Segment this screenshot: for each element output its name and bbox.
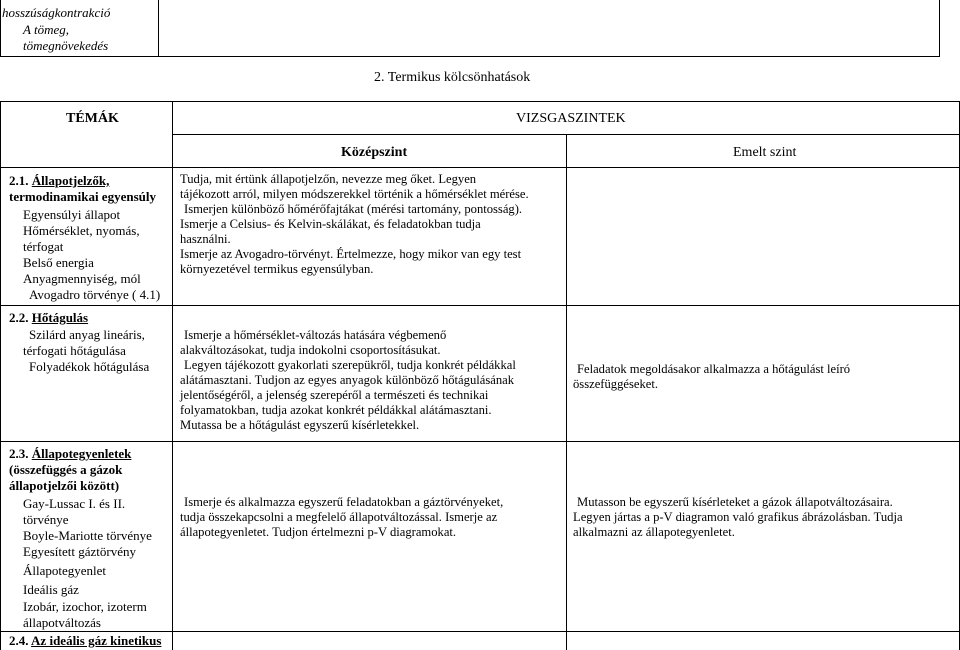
topic-21-items xyxy=(23,207,160,303)
topic-item: Boyle-Mariotte törvénye xyxy=(23,528,152,543)
requirement-line: jelentőségéről, a jelenség szerepéről a természeti és technikai xyxy=(180,388,489,402)
requirement-line: alkalmazni az állapotegyenletet. xyxy=(573,525,735,539)
requirement-line: Feladatok megoldásakor alkalmazza a hőtágulást leíró xyxy=(577,362,851,376)
topic-item: Gay-Lussac I. és II. xyxy=(23,496,126,511)
rule-col-levels xyxy=(566,134,567,650)
rule-header-bottom xyxy=(0,167,960,168)
mid-requirements-21 xyxy=(180,172,529,277)
topic-item: Ideális gáz xyxy=(23,582,79,597)
header-mid-level: Középszint xyxy=(341,145,408,160)
mid-requirements-22 xyxy=(180,328,516,433)
topic-24-title xyxy=(9,633,161,648)
topic-21-title-a: Állapotjelzők, xyxy=(31,173,110,188)
requirement-line: alakváltozásokat, tudja indokolni csoportosításukat. xyxy=(180,343,441,357)
topic-24-title-text: Az ideális gáz kinetikus xyxy=(31,633,162,648)
topic-item: térfogat xyxy=(23,239,64,254)
topic-item: Avogadro törvénye ( 4.1) xyxy=(29,287,161,302)
requirement-line: Tudja, mit értünk állapotjelzőn, nevezze meg őket. Legyen xyxy=(180,172,477,186)
topic-item: Egyensúlyi állapot xyxy=(23,207,121,222)
topic-23-title-b: (összefüggés a gázok xyxy=(9,462,123,477)
requirement-line: használni. xyxy=(180,232,231,246)
rule-left-top xyxy=(0,0,1,56)
rule-header-top xyxy=(0,101,960,102)
requirement-line: Ismerje a hőmérséklet-változás hatására végbemenő xyxy=(184,328,447,342)
topic-22-title xyxy=(9,310,88,325)
requirement-line: Ismerje az Avogadro-törvényt. Értelmezze, hogy mikor van egy test xyxy=(180,247,522,261)
topic-item: Hőmérséklet, nyomás, xyxy=(23,223,140,238)
intro-item-2: A tömeg, xyxy=(23,22,69,37)
requirement-line: folyamatokban, tudja azokat konkrét példákkal alátámasztani. xyxy=(180,403,492,417)
intro-item-1: hosszúságkontrakció xyxy=(2,5,111,20)
requirement-line: Mutassa be a hőtágulást egyszerű kísérletekkel. xyxy=(180,418,420,432)
topic-item: állapotváltozás xyxy=(23,615,101,630)
requirement-line: összefüggéseket. xyxy=(573,377,658,391)
mid-requirements-23 xyxy=(180,495,503,540)
topic-item: Állapotegyenlet xyxy=(23,563,107,578)
rule-left xyxy=(0,101,1,650)
topic-item: Anyagmennyiség, mól xyxy=(23,271,141,286)
rule-row-22 xyxy=(0,441,960,442)
topic-item: Szilárd anyag lineáris, xyxy=(29,327,145,342)
topic-23-title xyxy=(9,446,131,461)
requirement-line: alátámasztani. Tudjon az egyes anyagok különböző hőtágulásának xyxy=(180,373,514,387)
topic-item: Izobár, izochor, izoterm xyxy=(23,599,147,614)
topic-24-number: 2.4. xyxy=(9,633,32,648)
topic-21-number: 2.1. xyxy=(9,173,32,188)
topic-23-title-c: állapotjelzői között) xyxy=(9,478,120,493)
requirement-line: Ismerjen különböző hőmérőfajtákat (mérési tartomány, pontosság). xyxy=(184,202,523,216)
topic-22-number: 2.2. xyxy=(9,310,32,325)
topic-item: térfogati hőtágulása xyxy=(23,343,126,358)
rule-col-split-top xyxy=(158,0,159,56)
header-topics: TÉMÁK xyxy=(66,111,119,126)
requirement-line: környezetével termikus egyensúlyban. xyxy=(180,262,374,276)
topic-item: törvénye xyxy=(23,512,69,527)
requirement-line: Mutasson be egyszerű kísérleteket a gázok állapotváltozásaira. xyxy=(577,495,893,509)
topic-22-title-text: Hőtágulás xyxy=(31,310,89,325)
topic-23-title-a: Állapotegyenletek xyxy=(31,446,132,461)
requirement-line: tájékozott arról, milyen módszerekkel történik a hőmérséklet mérése. xyxy=(180,187,529,201)
requirement-line: Legyen tájékozott gyakorlati szerepükről, tudja konkrét példákkal xyxy=(184,358,516,372)
rule-top-bottom xyxy=(0,56,940,57)
rule-row-21 xyxy=(0,305,960,306)
adv-requirements-22 xyxy=(573,362,850,392)
topic-item: Folyadékok hőtágulása xyxy=(29,359,150,374)
header-advanced-level: Emelt szint xyxy=(733,145,797,160)
rule-right-top xyxy=(939,0,940,56)
topic-item: Belső energia xyxy=(23,255,94,270)
requirement-line: Ismerje a Celsius- és Kelvin-skálákat, és feladatokban tudja xyxy=(180,217,481,231)
topic-21-title xyxy=(9,173,109,188)
rule-row-23 xyxy=(0,631,960,632)
requirement-line: Legyen jártas a p-V diagramon való grafikus ábrázolásban. Tudja xyxy=(573,510,903,524)
rule-col-topics xyxy=(172,101,173,650)
header-exam-requirements: VIZSGASZINTEK xyxy=(516,111,626,126)
section-heading: 2. Termikus kölcsönhatások xyxy=(374,70,531,85)
requirement-line: Ismerje és alkalmazza egyszerű feladatokban a gáztörvényeket, xyxy=(184,495,504,509)
topic-23-number: 2.3. xyxy=(9,446,32,461)
adv-requirements-23 xyxy=(573,495,903,540)
topic-22-items xyxy=(23,327,149,375)
topic-21-title-b: termodinamikai egyensúly xyxy=(9,189,156,204)
intro-item-3: tömegnövekedés xyxy=(23,38,109,53)
requirement-line: tudja összekapcsolni a megfelelő állapotváltozással. Ismerje az xyxy=(180,510,498,524)
requirement-line: állapotegyenletet. Tudjon értelmezni p-V diagramokat. xyxy=(180,525,457,539)
topic-item: Egyesített gáztörvény xyxy=(23,544,136,559)
